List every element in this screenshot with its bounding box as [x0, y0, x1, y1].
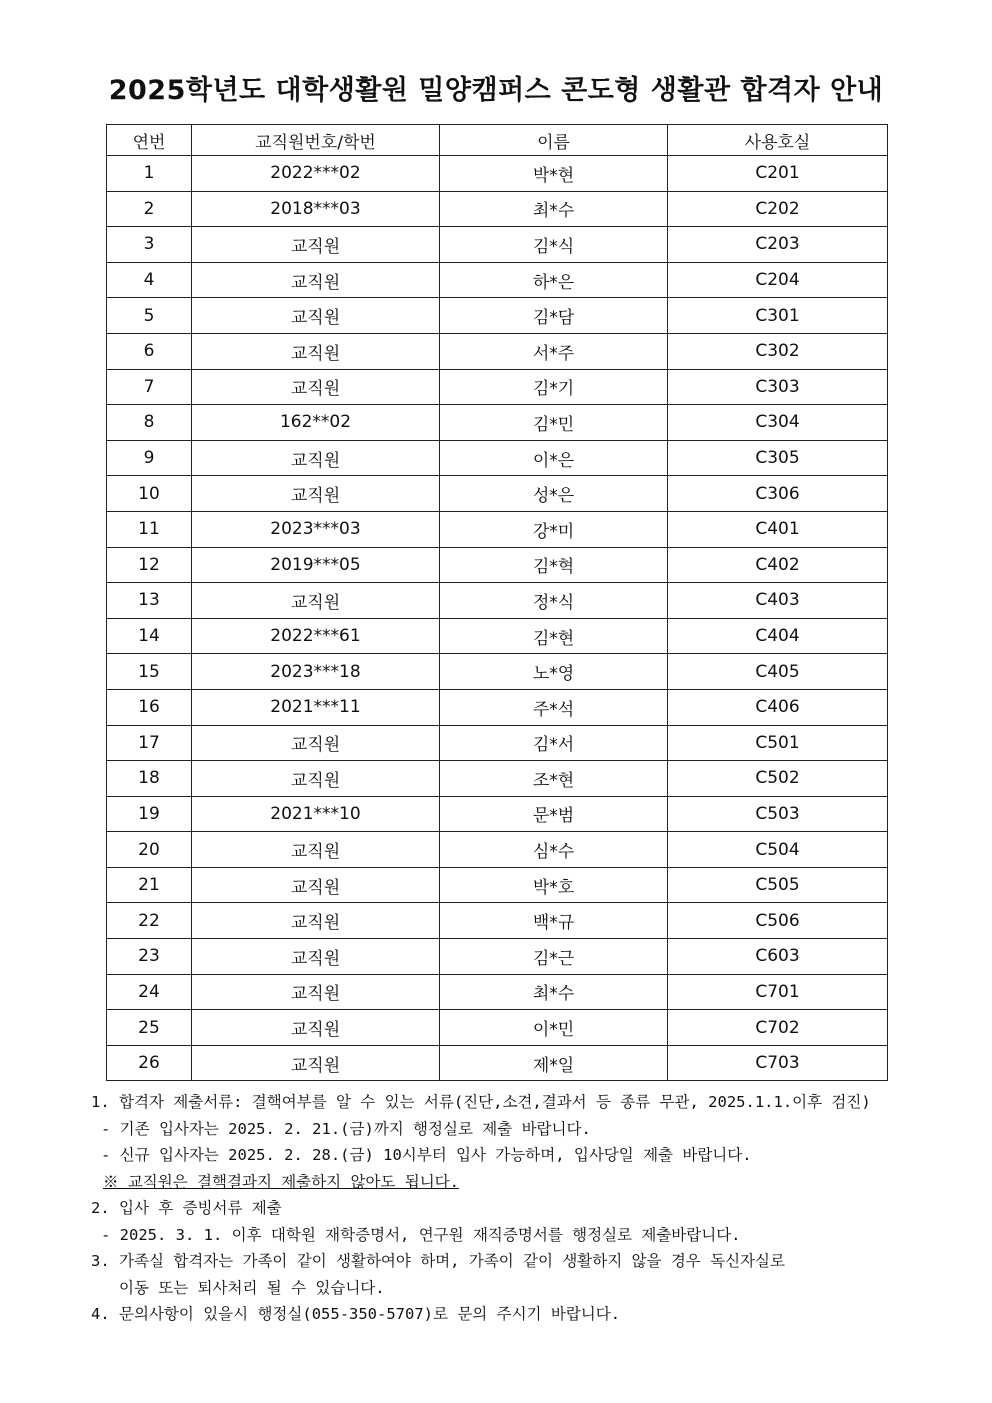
cell-room: C304 [668, 405, 888, 441]
cell-room: C503 [668, 796, 888, 832]
table-row [107, 333, 888, 369]
cell-id: 교직원 [192, 974, 440, 1010]
cell-name: 최*수 [440, 191, 668, 227]
cell-id: 교직원 [192, 298, 440, 334]
table-row [107, 191, 888, 227]
cell-id: 2023***18 [192, 654, 440, 690]
note-2: 2. 입사 후 증빙서류 제출 [91, 1199, 282, 1217]
cell-room: C401 [668, 511, 888, 547]
cell-no: 2 [107, 191, 192, 227]
table-row [107, 903, 888, 939]
cell-name: 이*민 [440, 1010, 668, 1046]
cell-name: 김*근 [440, 939, 668, 975]
cell-name: 제*일 [440, 1045, 668, 1081]
cell-id: 교직원 [192, 832, 440, 868]
cell-room: C402 [668, 547, 888, 583]
cell-name: 김*서 [440, 725, 668, 761]
cell-room: C303 [668, 369, 888, 405]
table-row [107, 262, 888, 298]
cell-id: 교직원 [192, 903, 440, 939]
cell-id: 교직원 [192, 227, 440, 263]
table-row [107, 298, 888, 334]
cell-room: C202 [668, 191, 888, 227]
cell-no: 5 [107, 298, 192, 334]
table-row [107, 227, 888, 263]
cell-name: 김*기 [440, 369, 668, 405]
table-row [107, 654, 888, 690]
cell-room: C403 [668, 583, 888, 619]
cell-no: 26 [107, 1045, 192, 1081]
cell-id: 2021***10 [192, 796, 440, 832]
cell-no: 14 [107, 618, 192, 654]
cell-room: C603 [668, 939, 888, 975]
cell-no: 9 [107, 440, 192, 476]
cell-id: 교직원 [192, 761, 440, 797]
cell-id: 2019***05 [192, 547, 440, 583]
cell-name: 하*은 [440, 262, 668, 298]
cell-room: C203 [668, 227, 888, 263]
table-row [107, 832, 888, 868]
cell-room: C405 [668, 654, 888, 690]
header-id: 교직원번호/학번 [192, 125, 440, 156]
cell-no: 16 [107, 689, 192, 725]
cell-room: C702 [668, 1010, 888, 1046]
page-title: 2025학년도 대학생활원 밀양캠퍼스 콘도형 생활관 합격자 안내 [108, 75, 884, 106]
cell-id: 교직원 [192, 939, 440, 975]
note-1: 1. 합격자 제출서류: 결핵여부를 알 수 있는 서류(진단,소견,결과서 등 종류 무관, 2025.1.1.이후 검진) [91, 1093, 871, 1111]
cell-room: C506 [668, 903, 888, 939]
cell-name: 정*식 [440, 583, 668, 619]
cell-name: 김*혁 [440, 547, 668, 583]
cell-no: 13 [107, 583, 192, 619]
table-row [107, 689, 888, 725]
cell-name: 김*현 [440, 618, 668, 654]
cell-name: 최*수 [440, 974, 668, 1010]
cell-id: 교직원 [192, 476, 440, 512]
cell-no: 25 [107, 1010, 192, 1046]
cell-no: 10 [107, 476, 192, 512]
note-3-continued: 이동 또는 퇴사처리 될 수 있습니다. [119, 1278, 385, 1297]
note-2-detail: - 2025. 3. 1. 이후 대학원 재학증명서, 연구원 재직증명서를 행정실로 제출바랍니다. [101, 1225, 741, 1244]
table-row [107, 369, 888, 405]
table-row [107, 867, 888, 903]
table-row [107, 405, 888, 441]
cell-id: 2022***02 [192, 156, 440, 192]
cell-no: 21 [107, 867, 192, 903]
cell-no: 7 [107, 369, 192, 405]
cell-name: 서*주 [440, 333, 668, 369]
cell-id: 교직원 [192, 867, 440, 903]
cell-id: 교직원 [192, 1010, 440, 1046]
table-header-row [107, 125, 888, 156]
cell-no: 18 [107, 761, 192, 797]
cell-id: 교직원 [192, 369, 440, 405]
cell-name: 조*현 [440, 761, 668, 797]
cell-room: C404 [668, 618, 888, 654]
table-row [107, 1045, 888, 1081]
table-row [107, 618, 888, 654]
note-1-existing: - 기존 입사자는 2025. 2. 21.(금)까지 행정실로 제출 바랍니다. [101, 1119, 591, 1138]
cell-no: 23 [107, 939, 192, 975]
cell-id: 교직원 [192, 725, 440, 761]
cell-name: 김*식 [440, 227, 668, 263]
cell-no: 11 [107, 511, 192, 547]
table-row [107, 511, 888, 547]
cell-id: 교직원 [192, 262, 440, 298]
note-1-staff-exemption: ※ 교직원은 결핵결과지 제출하지 않아도 됩니다. [103, 1172, 459, 1191]
cell-no: 4 [107, 262, 192, 298]
cell-no: 1 [107, 156, 192, 192]
table-row [107, 796, 888, 832]
table-body [107, 156, 888, 1081]
cell-room: C505 [668, 867, 888, 903]
note-4: 4. 문의사항이 있을시 행정실(055-350-5707)로 문의 주시기 바랍니다. [91, 1305, 621, 1323]
table-row [107, 761, 888, 797]
cell-id: 2023***03 [192, 511, 440, 547]
cell-id: 교직원 [192, 1045, 440, 1081]
cell-room: C306 [668, 476, 888, 512]
cell-no: 17 [107, 725, 192, 761]
table-row [107, 725, 888, 761]
cell-no: 19 [107, 796, 192, 832]
cell-name: 성*은 [440, 476, 668, 512]
cell-id: 교직원 [192, 440, 440, 476]
cell-id: 2022***61 [192, 618, 440, 654]
cell-room: C501 [668, 725, 888, 761]
cell-name: 김*담 [440, 298, 668, 334]
cell-room: C502 [668, 761, 888, 797]
cell-name: 문*범 [440, 796, 668, 832]
cell-no: 6 [107, 333, 192, 369]
cell-no: 3 [107, 227, 192, 263]
cell-name: 김*민 [440, 405, 668, 441]
cell-room: C201 [668, 156, 888, 192]
cell-name: 이*은 [440, 440, 668, 476]
notes-section [91, 1089, 911, 1328]
cell-name: 박*현 [440, 156, 668, 192]
cell-id: 교직원 [192, 583, 440, 619]
header-no: 연번 [107, 125, 192, 156]
cell-name: 주*석 [440, 689, 668, 725]
cell-id: 교직원 [192, 333, 440, 369]
cell-room: C301 [668, 298, 888, 334]
table-row [107, 476, 888, 512]
table-row [107, 1010, 888, 1046]
cell-name: 박*호 [440, 867, 668, 903]
table-row [107, 939, 888, 975]
note-3: 3. 가족실 합격자는 가족이 같이 생활하여야 하며, 가족이 같이 생활하지 않을 경우 독신자실로 [91, 1252, 785, 1270]
header-room: 사용호실 [668, 125, 888, 156]
cell-room: C504 [668, 832, 888, 868]
cell-name: 심*수 [440, 832, 668, 868]
cell-no: 8 [107, 405, 192, 441]
note-1-new: - 신규 입사자는 2025. 2. 28.(금) 10시부터 입사 가능하며, 입사당일 제출 바랍니다. [101, 1146, 752, 1164]
cell-room: C302 [668, 333, 888, 369]
cell-room: C701 [668, 974, 888, 1010]
cell-id: 162**02 [192, 405, 440, 441]
cell-no: 12 [107, 547, 192, 583]
cell-id: 2018***03 [192, 191, 440, 227]
cell-name: 백*규 [440, 903, 668, 939]
cell-name: 강*미 [440, 511, 668, 547]
header-name: 이름 [440, 125, 668, 156]
cell-id: 2021***11 [192, 689, 440, 725]
roster-table [106, 124, 888, 1081]
cell-room: C204 [668, 262, 888, 298]
cell-room: C305 [668, 440, 888, 476]
table-row [107, 156, 888, 192]
cell-no: 24 [107, 974, 192, 1010]
table-row [107, 583, 888, 619]
table-row [107, 974, 888, 1010]
table-row [107, 440, 888, 476]
cell-room: C703 [668, 1045, 888, 1081]
cell-name: 노*영 [440, 654, 668, 690]
cell-no: 15 [107, 654, 192, 690]
cell-room: C406 [668, 689, 888, 725]
cell-no: 22 [107, 903, 192, 939]
table-row [107, 547, 888, 583]
cell-no: 20 [107, 832, 192, 868]
